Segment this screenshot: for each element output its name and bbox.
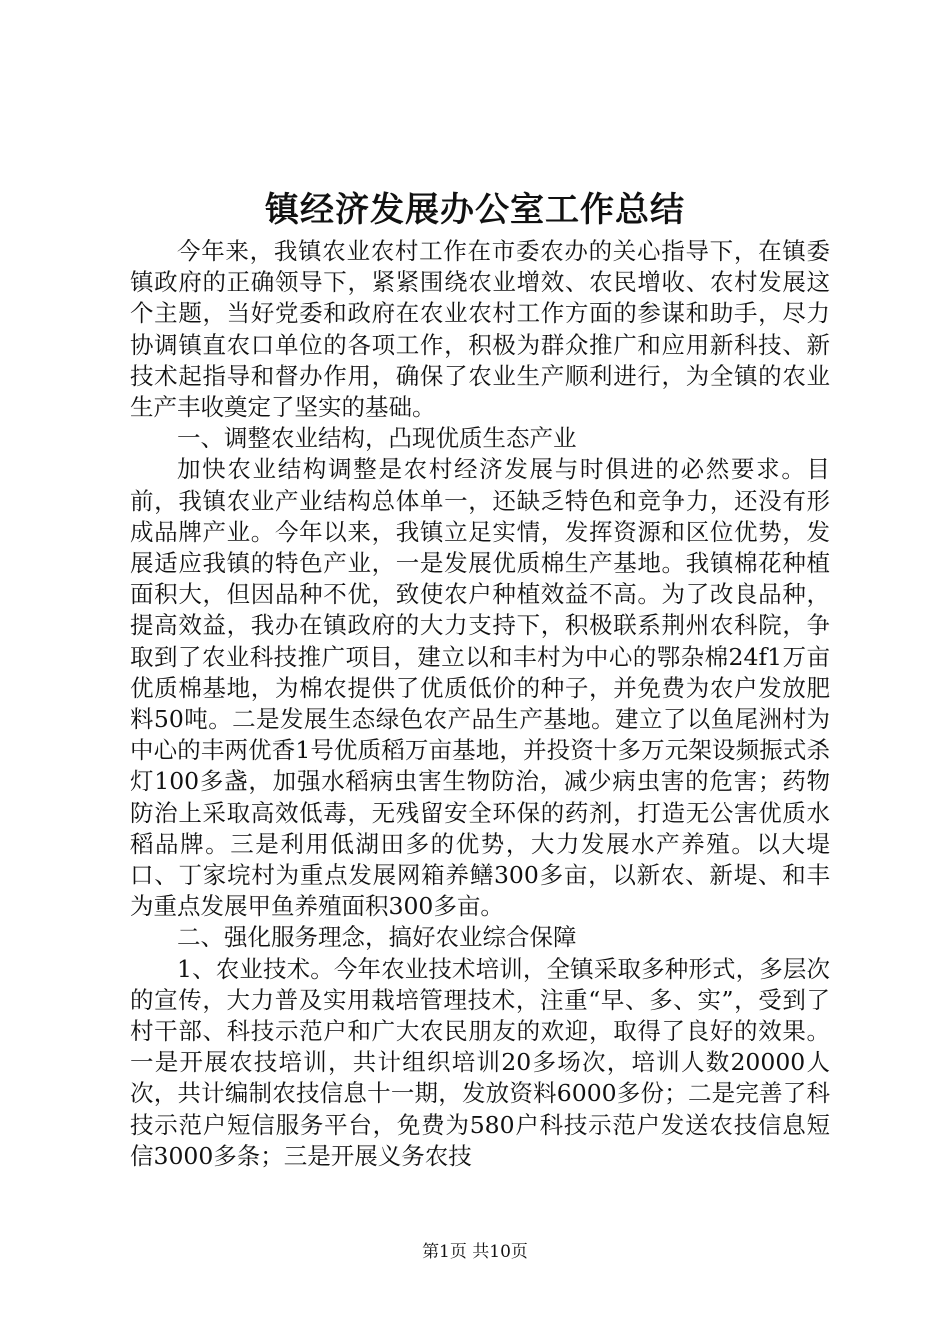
section-1-paragraph: 加快农业结构调整是农村经济发展与时俱进的必然要求。目前，我镇农业产业结构总体单一，还缺乏特色和竞争力，还没有形成品牌产业。今年以来，我镇立足实情，发挥资源和区位优势，发展适应我镇的特色产业，一是发展优质棉生产基地。我镇棉花种植面积大，但因品种不优，致使农户种植效益不高。为了改良品种，提高效益，我办在镇政府的大力支持下，积极联系荆州农科院，争取到了农业科技推广项目，建立以和丰村为中心的鄂杂棉24f1万亩优质棉基地，为棉农提供了优质低价的种子，并免费为农户发放肥料50吨。二是发展生态绿色农产品生产基地。建立了以鱼尾洲村为中心的丰两优香1号优质稻万亩基地，并投资十多万元架设频振式杀灯100多盏，加强水稻病虫害生物防治，减少病虫害的危害；药物防治上采取高效低毒，无残留安全环保的药剂，打造无公害优质水稻品牌。三是利用低湖田多的优势，大力发展水产养殖。以大堤口、丁家垸村为重点发展网箱养鳝300多亩，以新农、新堤、和丰为重点发展甲鱼养殖面积300多亩。 [130, 455, 830, 921]
document-body [130, 236, 830, 1172]
document-title: 镇经济发展办公室工作总结 [265, 190, 685, 230]
page-number-footer: 第1页 共10页 [422, 1242, 528, 1262]
intro-paragraph: 今年来，我镇农业农村工作在市委农办的关心指导下，在镇委镇政府的正确领导下，紧紧围绕农业增效、农民增收、农村发展这个主题，当好党委和政府在农业农村工作方面的参谋和助手，尽力协调镇直农口单位的各项工作，积极为群众推广和应用新科技、新技术起指导和督办作用，确保了农业生产顺利进行，为全镇的农业生产丰收奠定了坚实的基础。 [130, 237, 830, 422]
section-heading-2: 二、强化服务理念，搞好农业综合保障 [177, 923, 577, 952]
section-2-paragraph: 1、农业技术。今年农业技术培训，全镇采取多种形式，多层次的宣传，大力普及实用栽培管理技术，注重“早、多、实”，受到了村干部、科技示范户和广大农民朋友的欢迎，取得了良好的效果。一是开展农技培训，共计组织培训20多场次，培训人数20000人次，共计编制农技信息十一期，发放资料6000多份；二是完善了科技示范户短信服务平台，免费为580户科技示范户发送农技信息短信3000多条；三是开展义务农技 [130, 954, 830, 1170]
section-heading-1: 一、调整农业结构，凸现优质生态产业 [177, 424, 577, 453]
